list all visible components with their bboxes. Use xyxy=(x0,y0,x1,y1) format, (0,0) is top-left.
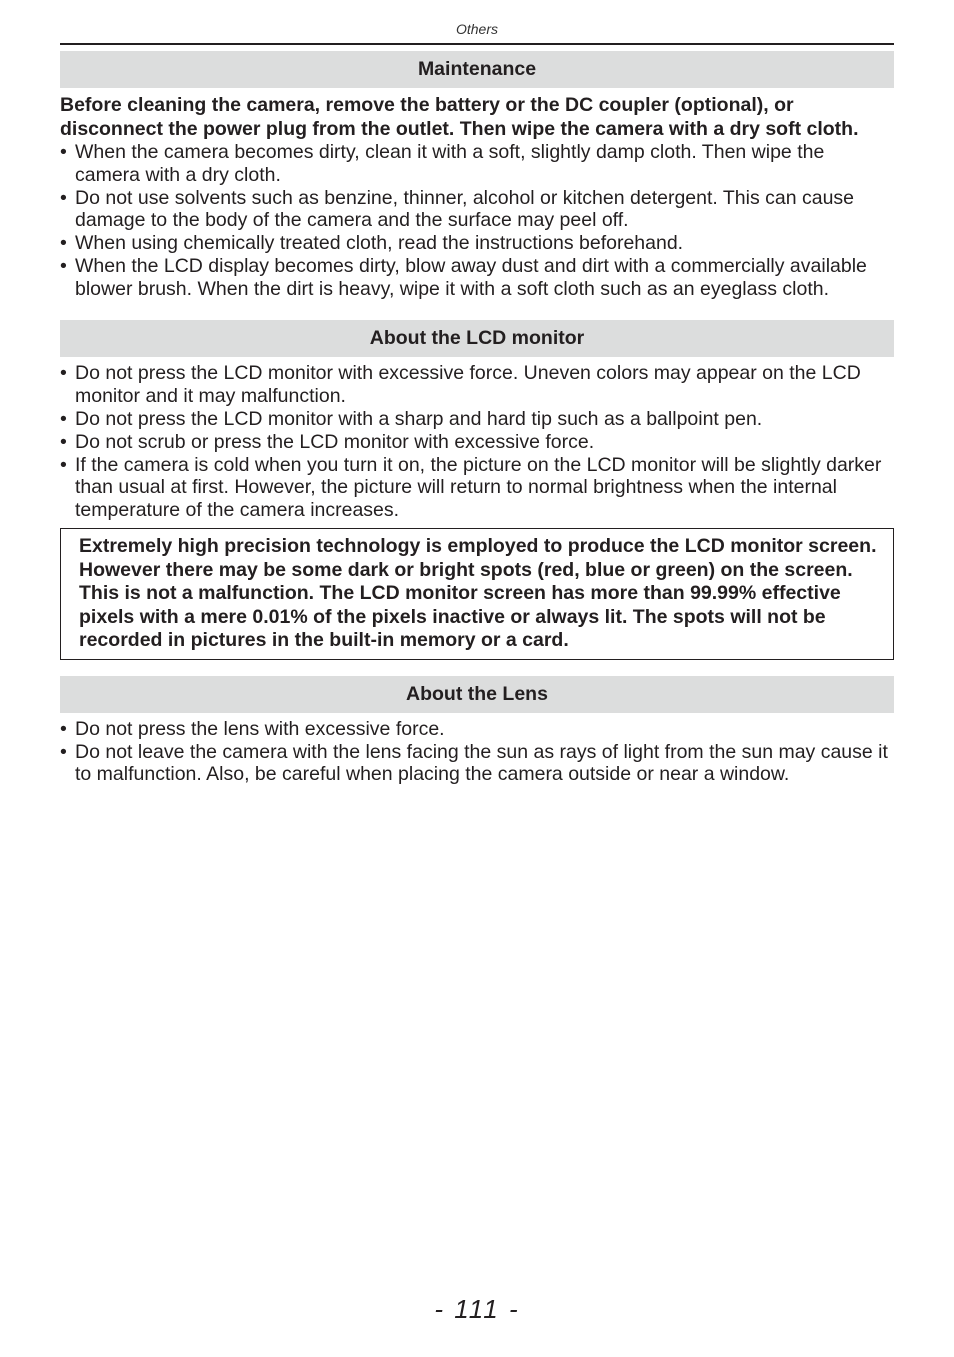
page-content xyxy=(60,51,894,786)
section-maintenance xyxy=(60,51,894,300)
list-item-text: When the LCD display becomes dirty, blow away dust and dirt with a commercially available blower brush. When the dirt is heavy, wipe it with a soft cloth such as an eyeglass cloth. xyxy=(75,255,867,300)
bullet-icon: • xyxy=(60,141,67,163)
list-item-text: When the camera becomes dirty, clean it with a soft, slightly damp cloth. Then wipe the camera with a dry cloth. xyxy=(75,141,825,186)
section-title-lens: About the Lens xyxy=(60,676,894,713)
bullet-icon: • xyxy=(60,453,67,476)
header-rule xyxy=(60,43,894,45)
list-item-text: Do not use solvents such as benzine, thinner, alcohol or kitchen detergent. This can cause damage to the body of the camera and the surface may peel off. xyxy=(75,186,855,231)
maintenance-list xyxy=(60,141,894,300)
lcd-note-box: Extremely high precision technology is employed to produce the LCD monitor screen. However there may be some dark or bright spots (red, blue or green) on the screen. This is not a malfunction. The LCD monitor screen has more than 99.99% effective pixels with a mere 0.01% of the pixels inactive or always lit. The spots will not be recorded in pictures in the built-in memory or a card. xyxy=(60,528,894,660)
list-item xyxy=(60,187,894,232)
bullet-icon: • xyxy=(60,407,67,430)
list-item xyxy=(60,454,894,522)
list-item-text: Do not press the LCD monitor with excessive force. Uneven colors may appear on the LCD monitor and it may malfunction. xyxy=(75,362,861,407)
section-title-maintenance: Maintenance xyxy=(60,51,894,88)
list-item xyxy=(60,431,894,454)
section-title-lcd-monitor: About the LCD monitor xyxy=(60,320,894,357)
bullet-icon: • xyxy=(60,232,67,254)
list-item-text: If the camera is cold when you turn it on, the picture on the LCD monitor will be slightly darker than usual at first. However, the picture will return to normal brightness when the internal temperature of the camera increases. xyxy=(75,453,882,521)
lcd-list xyxy=(60,362,894,521)
maintenance-intro: Before cleaning the camera, remove the battery or the DC coupler (optional), or disconnect the power plug from the outlet. Then wipe the camera with a dry soft cloth. xyxy=(60,94,859,140)
list-item xyxy=(60,408,894,431)
bullet-icon: • xyxy=(60,717,67,740)
bullet-icon: • xyxy=(60,255,67,277)
bullet-icon: • xyxy=(60,186,67,209)
list-item-text: Do not press the LCD monitor with a sharp and hard tip such as a ballpoint pen. xyxy=(75,407,763,430)
list-item xyxy=(60,141,894,186)
list-item xyxy=(60,232,894,255)
section-lens xyxy=(60,676,894,786)
list-item xyxy=(60,362,894,407)
running-header: Others xyxy=(455,21,498,37)
list-item xyxy=(60,718,894,741)
list-item-text: Do not leave the camera with the lens facing the sun as rays of light from the sun may cause it to malfunction. Also, be careful when placing the camera outside or near a window. xyxy=(75,740,888,785)
list-item xyxy=(60,741,894,786)
section-lcd-monitor xyxy=(60,320,894,660)
list-item xyxy=(60,255,894,300)
list-item-text: Do not press the lens with excessive force. xyxy=(75,717,445,740)
list-item-text: Do not scrub or press the LCD monitor with excessive force. xyxy=(75,430,595,453)
list-item-text: When using chemically treated cloth, read the instructions beforehand. xyxy=(75,232,684,254)
lens-list xyxy=(60,718,894,786)
page-number: - 111 - xyxy=(434,1294,520,1324)
bullet-icon: • xyxy=(60,430,67,453)
bullet-icon: • xyxy=(60,362,67,384)
bullet-icon: • xyxy=(60,740,67,763)
